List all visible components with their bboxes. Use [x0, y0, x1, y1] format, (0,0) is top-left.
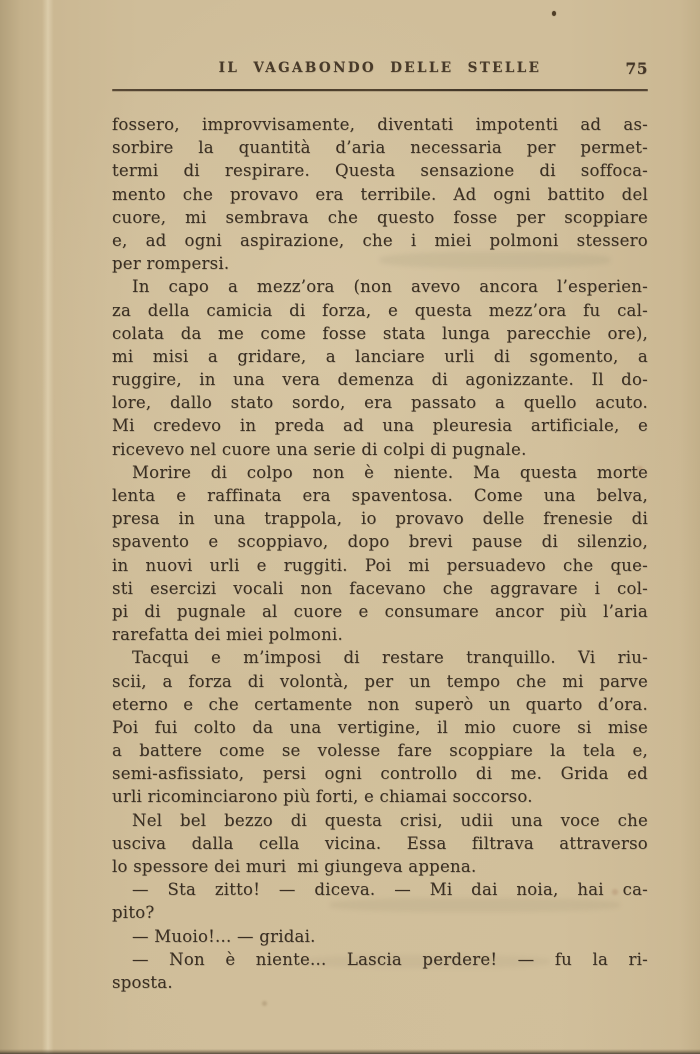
text-line: lenta e raffinata era spaventosa. Come una belva,	[112, 486, 648, 505]
text-line: spavento e scoppiavo, dopo brevi pause di silenzio,	[112, 532, 648, 552]
page-body	[112, 113, 648, 994]
paper-speck	[552, 11, 556, 16]
text-line: in nuovi urli e ruggiti. Poi mi persuadevo che que-	[112, 555, 648, 575]
text-line: In capo a mezz’ora (non avevo ancora l’esperien-	[132, 277, 648, 297]
text-line: eterno e che certamente non superò un quarto d’ora.	[112, 694, 648, 714]
text-line: rarefatta dei miei polmoni.	[112, 625, 343, 645]
text-line: a battere come se volesse fare scoppiare la tela e,	[112, 741, 648, 761]
running-header	[112, 60, 648, 77]
paragraph	[112, 113, 648, 275]
text-line: Poi fui colto da una vertigine, il mio cuore si mise	[112, 717, 648, 737]
paragraph	[112, 275, 648, 461]
text-line: ricevevo nel cuore una serie di colpi di pugnale.	[112, 439, 527, 459]
paragraph	[112, 461, 648, 647]
page-number: 75	[625, 59, 648, 78]
text-line: colata da me come fosse stata lunga parecchie ore),	[112, 323, 648, 343]
text-line: ruggire, in una vera demenza di agonizzante. Il do-	[112, 370, 648, 390]
text-line: fossero, improvvisamente, diventati impotenti ad as-	[112, 115, 648, 134]
text-line: scii, a forza di volontà, per un tempo che mi parve	[112, 671, 648, 691]
paragraph	[112, 878, 648, 924]
text-line: — Sta zitto! — diceva. — Mi dai noia, hai ca-	[132, 880, 648, 900]
paragraph	[112, 948, 648, 994]
foxing-spot	[262, 1001, 267, 1006]
text-line: Mi credevo in preda ad una pleuresia artificiale, e	[112, 416, 648, 436]
text-line: termi di respirare. Questa sensazione di soffoca-	[112, 161, 648, 181]
text-line: e, ad ogni aspirazione, che i miei polmoni stessero	[112, 230, 648, 250]
paragraph	[112, 925, 648, 948]
text-line: lo spessore dei muri mi giungeva appena.	[112, 857, 477, 876]
text-line: usciva dalla cella vicina. Essa filtrava attraverso	[112, 833, 648, 853]
text-line: semi-asfissiato, persi ogni controllo di me. Grida ed	[112, 764, 648, 784]
text-line: Morire di colpo non è niente. Ma questa morte	[132, 462, 648, 482]
text-line: za della camicia di forza, e questa mezz’ora fu cal-	[112, 300, 648, 320]
paragraph	[112, 646, 648, 808]
text-line: — Muoio!... — gridai.	[132, 926, 316, 946]
text-line: Nel bel bezzo di questa crisi, udii una voce che	[132, 810, 648, 830]
text-line: per rompersi.	[112, 254, 230, 274]
paper-crease	[42, 0, 54, 1054]
page-bottom-edge	[0, 1049, 700, 1054]
text-line: pito?	[112, 903, 155, 923]
text-line: presa in una trappola, io provavo delle frenesie di	[112, 509, 648, 529]
paragraph	[112, 809, 648, 879]
book-title: IL VAGABONDO DELLE STELLE	[218, 60, 542, 76]
text-line: — Non è niente... Lascia perdere! — fu la ri-	[132, 949, 648, 969]
header-rule	[112, 89, 648, 91]
text-line: urli ricominciarono più forti, e chiamai soccorso.	[112, 787, 533, 807]
text-line: sorbire la quantità d’aria necessaria per permet-	[112, 138, 648, 158]
text-line: Tacqui e m’imposi di restare tranquillo. Vi riu-	[132, 648, 648, 668]
text-column	[112, 60, 648, 994]
text-line: sti esercizi vocali non facevano che aggravare i col-	[112, 578, 648, 598]
text-line: lore, dallo stato sordo, era passato a quello acuto.	[112, 393, 648, 413]
text-line: mento che provavo era terribile. Ad ogni battito del	[112, 184, 648, 204]
text-line: sposta.	[112, 972, 173, 992]
text-line: cuore, mi sembrava che questo fosse per scoppiare	[112, 207, 648, 227]
text-line: mi misi a gridare, a lanciare urli di sgomento, a	[112, 346, 648, 366]
text-line: pi di pugnale al cuore e consumare ancor più l’aria	[112, 601, 648, 621]
